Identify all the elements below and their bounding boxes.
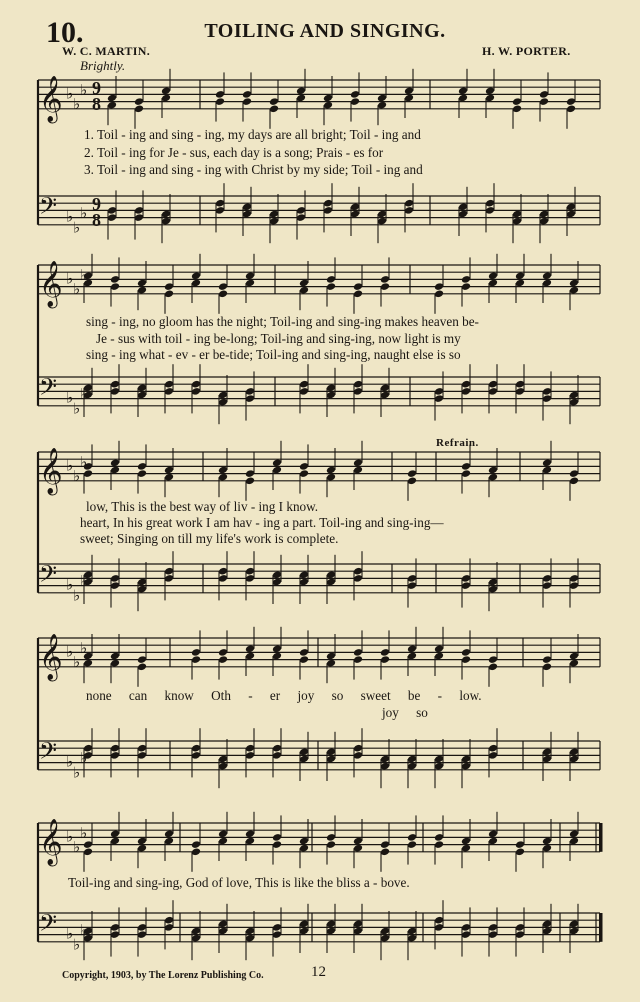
flat-icon: ♭ [80,749,88,767]
flat-icon: ♭ [80,80,88,99]
flat-icon: ♭ [80,204,88,222]
flat-icon: ♭ [73,467,81,486]
flat-icon: ♭ [73,218,81,237]
flat-icon: ♭ [73,838,81,857]
flat-icon: ♭ [80,921,88,939]
flat-icon: ♭ [80,638,88,657]
bass-clef-icon: 𝄢 [39,737,58,770]
flat-icon: ♭ [73,399,81,418]
flat-icon: ♭ [73,763,81,782]
lyric-s1-v1: 1. Toil - ing and sing - ing, my days are all bright; Toil - ing and [84,127,421,142]
page-number: 12 [311,964,326,980]
flat-icon: ♭ [80,572,88,590]
flat-icon: ♭ [66,207,74,226]
lyric-s1-v3: 3. Toil - ing and sing - ing with Christ by my side; Toil - ing and [84,162,423,177]
flat-icon: ♭ [66,827,74,846]
time-sig-bottom: 8 [92,94,101,114]
final-barline [599,913,603,942]
bass-clef-icon: 𝄢 [39,560,58,593]
time-sig-top: 9 [92,78,101,98]
flat-icon: ♭ [80,452,88,471]
flat-icon: ♭ [66,456,74,475]
flat-icon: ♭ [80,385,88,403]
copyright-notice: Copyright, 1903, by The Lorenz Publishing Co. [62,970,264,981]
bass-clef-icon: 𝄢 [39,192,58,225]
lyric-s2-v2: Je - sus with toil - ing be-long; Toil-ing and sing-ing, now light is my [96,331,461,346]
flat-icon: ♭ [73,653,81,672]
flat-icon: ♭ [66,269,74,288]
lyric-s2-v3: sing - ing what - ev - er be-tide; Toil-ing and sing-ing, naught else is so [86,347,461,362]
flat-icon: ♭ [66,752,74,771]
flat-icon: ♭ [66,575,74,594]
flat-icon: ♭ [73,586,81,605]
tempo-marking: Brightly. [80,58,126,73]
hymn-number: 10. [46,16,84,49]
flat-icon: ♭ [66,924,74,943]
hymn-title: TOILING AND SINGING. [204,20,446,42]
time-signature-bass [92,196,101,228]
lyric-s4-alto: joy so [382,705,428,720]
treble-clef-icon: 𝄞 [39,261,63,307]
time-sig-bottom-bass: 8 [92,210,101,230]
lyric-s4-v1: none can know Oth - er joy so sweet be - low. [86,688,482,703]
flat-icon: ♭ [80,265,88,284]
bass-clef-icon: 𝄢 [39,373,58,406]
lyric-s3-v2: heart, In his great work I am hav - ing a part. Toil-ing and sing-ing— [80,515,444,530]
flat-icon: ♭ [73,280,81,299]
treble-clef-icon: 𝄞 [39,819,63,865]
time-signature-treble [92,80,101,112]
time-sig-top-bass: 9 [92,194,101,214]
lyric-s3-v1: low, This is the best way of liv - ing I know. [86,499,319,514]
refrain-label: Refrain. [436,437,479,449]
lyric-s3-v3: sweet; Singing on till my life's work is complete. [80,531,339,546]
flat-icon: ♭ [73,95,81,114]
flat-icon: ♭ [80,823,88,842]
lyric-s2-v1: sing - ing, no gloom has the night; Toil-ing and sing-ing makes heaven be- [86,314,479,329]
final-barline [599,823,603,852]
flat-icon: ♭ [73,935,81,954]
lyricist-credit: W. C. MARTIN. [62,44,151,58]
flat-icon: ♭ [66,84,74,103]
treble-clef-icon: 𝄞 [39,448,63,494]
lyric-s1-v2: 2. Toil - ing for Je - sus, each day is a song; Prais - es for [84,145,384,160]
flat-icon: ♭ [66,642,74,661]
treble-clef-icon: 𝄞 [39,76,63,122]
composer-credit: H. W. PORTER. [482,44,571,58]
treble-clef-icon: 𝄞 [39,634,63,680]
flat-icon: ♭ [66,388,74,407]
lyric-s5-v1: Toil-ing and sing-ing, God of love, This is like the bliss a - bove. [68,875,410,890]
bass-clef-icon: 𝄢 [39,909,58,942]
